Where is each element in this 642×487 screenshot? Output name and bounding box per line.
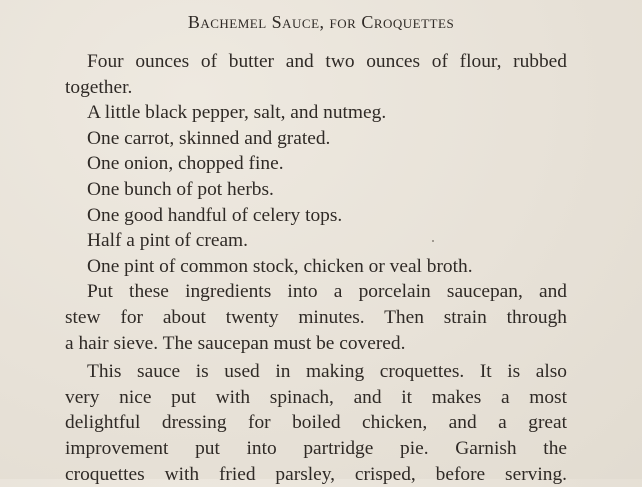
text-line: Four ounces of butter and two ounces of flour, rubbed (65, 49, 567, 75)
text-line: One bunch of pot herbs. (65, 177, 567, 203)
text-line: One pint of common stock, chicken or veal broth. (65, 254, 567, 280)
text-line: together. (65, 75, 567, 101)
paper-speck (432, 240, 434, 242)
text-line: stew for about twenty minutes. Then strain through (65, 305, 567, 331)
text-line: improvement put into partridge pie. Garnish the (65, 436, 567, 462)
text-line: delightful dressing for boiled chicken, and a great (65, 410, 567, 436)
recipe-title: Bachemel Sauce, for Croquettes (0, 12, 642, 33)
recipe-body (65, 49, 567, 487)
text-line: very nice put with spinach, and it makes a most (65, 385, 567, 411)
text-line: croquettes with fried parsley, crisped, before serving. (65, 462, 567, 487)
text-line: a hair sieve. The saucepan must be covered. (65, 331, 567, 357)
text-line: Put these ingredients into a porcelain saucepan, and (65, 279, 567, 305)
text-line: This sauce is used in making croquettes. It is also (65, 359, 567, 385)
text-line: One good handful of celery tops. (65, 203, 567, 229)
text-line: Half a pint of cream. (65, 228, 567, 254)
text-line: One carrot, skinned and grated. (65, 126, 567, 152)
text-line: A little black pepper, salt, and nutmeg. (65, 100, 567, 126)
text-line: One onion, chopped fine. (65, 151, 567, 177)
